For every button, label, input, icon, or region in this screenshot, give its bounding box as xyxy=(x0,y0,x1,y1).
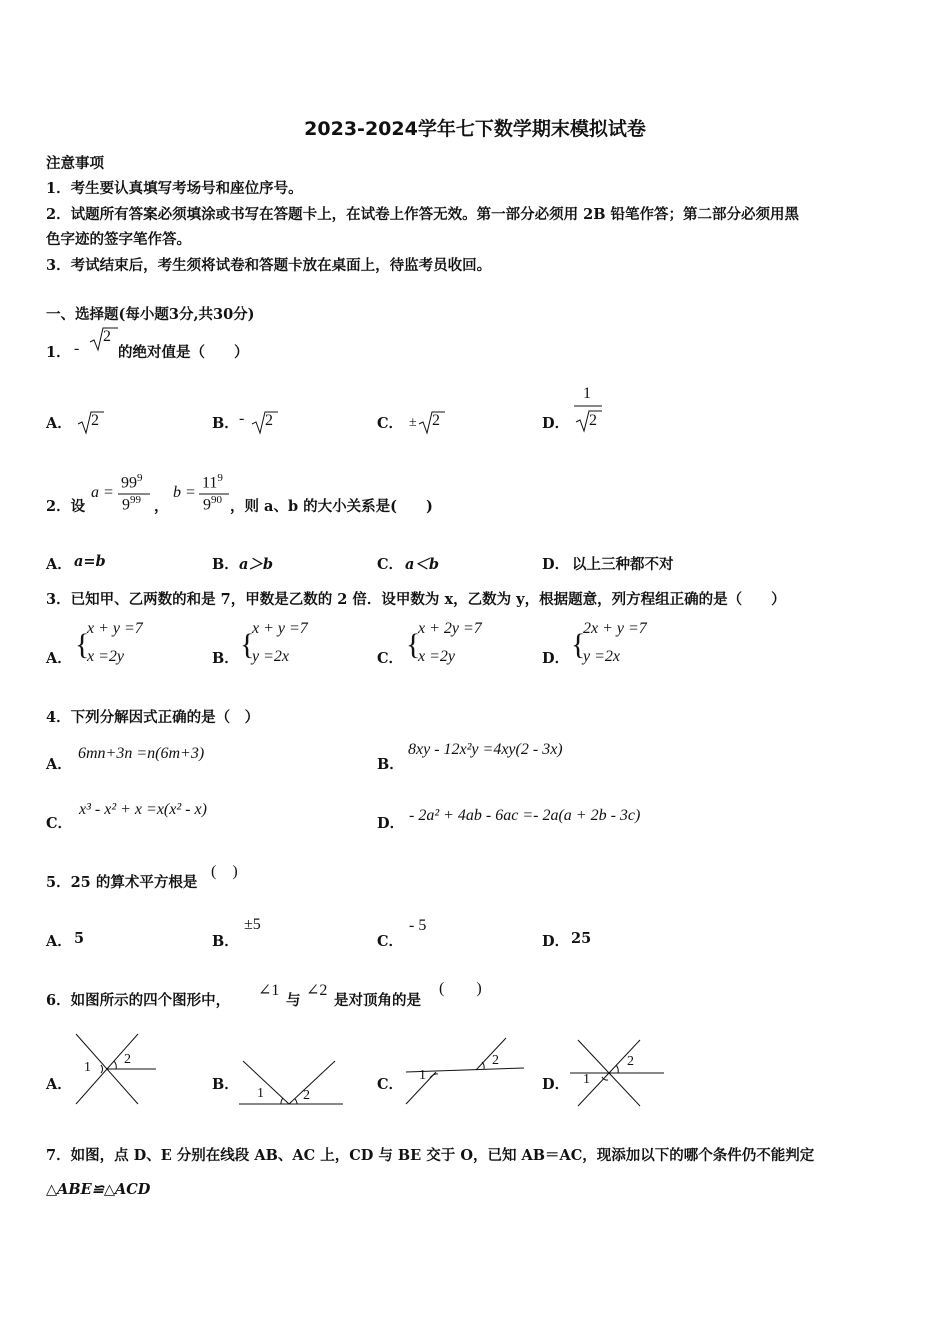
q1-option-d-label: D． xyxy=(542,415,570,432)
q5-option-a-label: A． xyxy=(46,933,72,950)
q2-option-d-label: D． xyxy=(542,556,570,573)
q6-option-a-label: A． xyxy=(46,1076,72,1093)
q2-option-b-label: B． xyxy=(212,556,239,573)
q4-option-c-label: C． xyxy=(46,815,73,832)
q5-option-a-value: 5 xyxy=(74,930,85,947)
q2-a-eq: a = xyxy=(91,484,114,501)
notice-item: 色字迹的签字笔作答。 xyxy=(46,231,191,248)
q3-b-eq2: y =2x xyxy=(252,648,289,665)
q2-option-d-value: 以上三种都不对 xyxy=(572,556,674,573)
q6-d-label1: 1 xyxy=(583,1072,590,1087)
q6-a-label2: 2 xyxy=(124,1052,131,1067)
notice-heading: 注意事项 xyxy=(46,155,104,172)
q6-angle2: ∠2 xyxy=(306,982,328,999)
q2-a-den: $9^{99}$ xyxy=(122,494,141,514)
q3-c-eq2: x =2y xyxy=(418,648,455,665)
q2-option-a-value: a=b xyxy=(74,553,106,570)
q2-option-b-value: a＞b xyxy=(239,556,274,573)
q5-option-b-label: B． xyxy=(212,933,239,950)
q6-angle1: ∠1 xyxy=(258,982,280,999)
q2-option-c-label: C． xyxy=(377,556,404,573)
q6-c-label2: 2 xyxy=(492,1053,499,1068)
q4-option-a-value: 6mn+3n =n(6m+3) xyxy=(78,745,205,762)
q4-text: 4．下列分解因式正确的是（ ） xyxy=(46,709,260,726)
q1-text: 的绝对值是（ ） xyxy=(118,344,249,361)
notice-item: 1．考生要认真填写考场号和座位序号。 xyxy=(46,180,303,197)
q3-option-b-label: B． xyxy=(212,650,239,667)
q4-option-c-value: x³ - x² + x =x(x² - x) xyxy=(79,801,207,818)
q2-text: ，则 a、b 的大小关系是( ) xyxy=(230,498,433,515)
q1-option-a-label: A． xyxy=(46,415,72,432)
q5-option-b-value: ±5 xyxy=(244,916,261,933)
q3-option-d-label: D． xyxy=(542,650,570,667)
q4-option-d-value: - 2a² + 4ab - 6ac =- 2a(a + 2b - 3c) xyxy=(409,807,641,824)
q5-option-d-label: D． xyxy=(542,933,570,950)
q5-text: 5．25 的算术平方根是 xyxy=(46,874,198,891)
q1-option-b-neg: - xyxy=(239,410,245,427)
q1-radicand: 2 xyxy=(103,328,111,345)
q5-paren: ( ) xyxy=(211,863,238,880)
q2-b-frac: $11^9$ xyxy=(202,472,223,492)
q3-c-brace: { xyxy=(406,628,421,661)
notice-item: 3．考试结束后，考生须将试卷和答题卡放在桌面上，待监考员收回。 xyxy=(46,257,492,274)
q3-d-eq1: 2x + y =7 xyxy=(583,620,647,637)
section-heading: 一、选择题(每小题3分,共30分) xyxy=(46,306,255,323)
q3-d-brace: { xyxy=(571,628,586,661)
q3-b-brace: { xyxy=(240,628,255,661)
q4-option-b-value: 8xy - 12x²y =4xy(2 - 3x) xyxy=(408,741,563,758)
q2-comma: ， xyxy=(154,498,169,515)
q1-option-c-label: C． xyxy=(377,415,404,432)
q4-option-b-label: B． xyxy=(377,756,404,773)
q6-d-label2: 2 xyxy=(627,1054,634,1069)
q6-figure-b xyxy=(235,1055,345,1107)
q3-text: 3．已知甲、乙两数的和是 7，甲数是乙数的 2 倍．设甲数为 x，乙数为 y，根据题意，列方程组正确的是（ ） xyxy=(46,591,786,608)
q1-option-b-label: B． xyxy=(212,415,239,432)
q2-b-eq: b = xyxy=(173,484,196,501)
q3-a-eq1: x + y =7 xyxy=(87,620,143,637)
q6-text-and: 与 xyxy=(286,992,301,1009)
q3-a-eq2: x =2y xyxy=(87,648,124,665)
q3-option-a-label: A． xyxy=(46,650,72,667)
q6-option-b-label: B． xyxy=(212,1076,239,1093)
q6-a-label1: 1 xyxy=(84,1060,91,1075)
q4-option-d-label: D． xyxy=(377,815,405,832)
q1-a-radical-icon xyxy=(76,410,104,436)
q6-c-label1: 1 xyxy=(419,1068,426,1083)
q2-option-a-label: A． xyxy=(46,556,72,573)
q7-text: 7．如图，点 D、E 分别在线段 AB、AC 上，CD 与 BE 交于 O，已知 AB＝AC，现添加以下的哪个条件仍不能判定 xyxy=(46,1147,815,1164)
q1-number: 1． xyxy=(46,344,71,361)
q5-option-c-label: C． xyxy=(377,933,404,950)
q1-b-radical-icon xyxy=(250,410,278,436)
q7-text-line2: △ABE≌△ACD xyxy=(46,1181,151,1198)
q3-b-eq1: x + y =7 xyxy=(252,620,308,637)
q6-option-c-label: C． xyxy=(377,1076,404,1093)
q6-text-end: 是对顶角的是 xyxy=(334,992,421,1009)
q1-option-d-denominator: 2 xyxy=(589,412,597,429)
q1-neg: - xyxy=(74,340,80,357)
q2-b-den: $9^{90}$ xyxy=(203,494,222,514)
q1-option-d-numerator: 1 xyxy=(583,385,591,402)
page-title: 2023-2024学年七下数学期末模拟试卷 xyxy=(304,118,646,140)
q1-option-b-value: 2 xyxy=(265,412,273,429)
q6-paren: ( ) xyxy=(439,980,482,997)
q2-a-frac: $99^9$ xyxy=(121,472,143,492)
q6-b-label1: 1 xyxy=(257,1086,264,1101)
q1-option-a-value: 2 xyxy=(91,412,99,429)
q2-number: 2．设 xyxy=(46,498,86,515)
q3-a-brace: { xyxy=(75,628,90,661)
q3-option-c-label: C． xyxy=(377,650,404,667)
q4-option-a-label: A． xyxy=(46,756,72,773)
notice-item: 2．试题所有答案必须填涂或书写在答题卡上，在试卷上作答无效。第一部分必须用 2B 铅笔作答；第二部分必须用黑 xyxy=(46,206,800,223)
q3-d-eq2: y =2x xyxy=(583,648,620,665)
q1-c-radical-icon xyxy=(417,410,445,436)
q2-option-c-value: a＜b xyxy=(405,556,440,573)
q5-option-c-value: - 5 xyxy=(409,917,427,934)
q3-c-eq1: x + 2y =7 xyxy=(418,620,482,637)
q1-option-c-pm: ± xyxy=(409,415,417,430)
q1-option-c-value: 2 xyxy=(432,412,440,429)
q5-option-d-value: 25 xyxy=(571,930,592,947)
q6-text: 6．如图所示的四个图形中， xyxy=(46,992,231,1009)
q6-b-label2: 2 xyxy=(303,1088,310,1103)
q6-option-d-label: D． xyxy=(542,1076,570,1093)
